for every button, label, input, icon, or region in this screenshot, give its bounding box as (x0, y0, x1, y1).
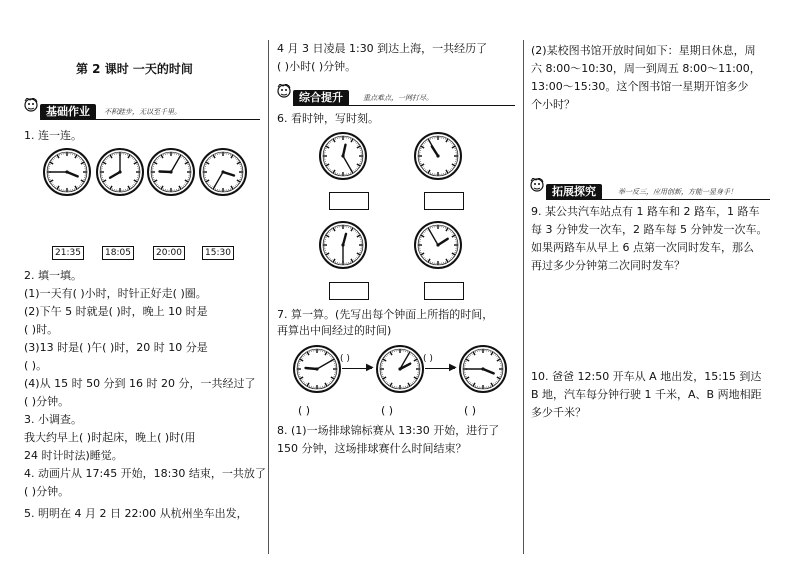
q6-clock (413, 131, 463, 184)
q1-time-card: 18:05 (102, 246, 134, 260)
section-banner-extend (528, 184, 770, 200)
q7-time-blank[interactable]: ( ) (464, 404, 477, 417)
q8-2-line: 个小时？ (531, 98, 575, 111)
q2-line: (4)从 15 时 50 分到 16 时 20 分，一共经过了 (24, 377, 256, 390)
q3-line: 3. 小调查。 (24, 413, 82, 426)
mascot-icon (275, 84, 293, 104)
clock-face (413, 220, 463, 270)
section-banner-combined (275, 90, 515, 106)
q6-title: 6. 看时钟，写时刻。 (277, 112, 379, 125)
q8-line: 150 分钟，这场排球赛什么时间结束？ (277, 442, 467, 455)
q1-clock (95, 147, 145, 200)
q5-line: 5. 明明在 4 月 2 日 22:00 从杭州坐车出发， (24, 507, 248, 520)
q6-clock (318, 220, 368, 273)
section-label: 综合提升 (293, 90, 349, 106)
q5-cont-line: 4 月 3 日凌晨 1:30 到达上海，一共经历了 (277, 42, 488, 55)
q7-interval-blank[interactable]: ( ) (340, 354, 350, 364)
clock-face (198, 147, 248, 197)
q1-time-card: 15:30 (202, 246, 234, 260)
clock-face (318, 220, 368, 270)
hour-hand (306, 368, 317, 369)
q2-line: ( )分钟。 (24, 395, 70, 408)
q2-line: ( )时。 (24, 323, 59, 336)
q1-time-card: 20:00 (153, 246, 185, 260)
q7-time-blank[interactable]: ( ) (298, 404, 311, 417)
mascot-icon (528, 178, 546, 198)
q9-line: 9. 某公共汽车站点有 1 路车和 2 路车，1 路车 (531, 205, 760, 218)
q6-clock (318, 131, 368, 184)
q7-arrow-arrowhead: ▶ (366, 362, 374, 373)
q7-interval-blank[interactable]: ( ) (423, 354, 433, 364)
q6-answer-box[interactable] (424, 192, 464, 210)
q1-title: 1. 连一连。 (24, 129, 82, 142)
q6-answer-box[interactable] (329, 282, 369, 300)
q1-clock (42, 147, 92, 200)
q7-line: 7. 算一算。(先写出每个钟面上所指的时间， (277, 308, 494, 321)
q8-2-line: 13:00～15:30。这个图书馆一星期开馆多少 (531, 80, 749, 93)
clock-face (292, 344, 342, 394)
section-banner-basic (22, 104, 260, 120)
column-divider-right (523, 40, 524, 554)
section-label: 拓展探究 (546, 184, 602, 200)
q8-2-line: 六 8:00～10:30，周一到周五 8:00～11:00， (531, 62, 761, 75)
q5-cont-line: ( )小时( )分钟。 (277, 60, 357, 73)
q6-clock (413, 220, 463, 273)
q7-line: 再算出中间经过的时间) (277, 324, 392, 337)
q10-line: 10. 爸爸 12:50 开车从 A 地出发，15:15 到达 (531, 370, 762, 383)
q4-line: 4. 动画片从 17:45 开始，18:30 结束，一共放了 (24, 467, 266, 480)
q2-line: (3)13 时是( )午( )时，20 时 10 分是 (24, 341, 208, 354)
q8-line: 8. (1)一场排球锦标赛从 13:30 开始，进行了 (277, 424, 500, 437)
clock-face (375, 344, 425, 394)
clock-face (318, 131, 368, 181)
section-motto: 重点难点，一网打尽。 (363, 94, 433, 102)
q2-line: (1)一天有( )小时，时针正好走( )圈。 (24, 287, 207, 300)
q3-line: 我大约早上( )时起床，晚上( )时(用 (24, 431, 196, 444)
q10-line: 多少千米？ (531, 406, 586, 419)
q1-clock (198, 147, 248, 200)
q6-answer-box[interactable] (329, 192, 369, 210)
q9-line: 每 3 分钟发一次车，2 路车每 5 分钟发一次车。 (531, 223, 768, 236)
q7-clock (292, 344, 342, 397)
clock-face (413, 131, 463, 181)
clock-face (146, 147, 196, 197)
q1-clock (146, 147, 196, 200)
q2-title: 2. 填一填。 (24, 269, 82, 282)
hour-hand (160, 171, 171, 172)
column-divider-left (268, 40, 269, 554)
q6-answer-box[interactable] (424, 282, 464, 300)
q4-line: ( )分钟。 (24, 485, 70, 498)
section-motto: 不积跬步，无以至千里。 (104, 108, 181, 116)
q3-line: 24 时计时法)睡觉。 (24, 449, 123, 462)
clock-face (42, 147, 92, 197)
q10-line: B 地，汽车每分钟行驶 1 千米，A、B 两地相距 (531, 388, 762, 401)
q9-line: 再过多少分钟第二次同时发车？ (531, 259, 685, 272)
q8-2-line: (2)某校图书馆开放时间如下：星期日休息，周 (531, 44, 756, 57)
q7-time-blank[interactable]: ( ) (381, 404, 394, 417)
q2-line: (2)下午 5 时就是( )时，晚上 10 时是 (24, 305, 208, 318)
mascot-icon (22, 98, 40, 118)
q1-time-card: 21:35 (52, 246, 84, 260)
section-label: 基础作业 (40, 104, 96, 120)
q2-line: ( )。 (24, 359, 48, 372)
clock-face (95, 147, 145, 197)
section-motto: 举一反三，应用创新，方能一显身手！ (618, 188, 737, 196)
clock-face (458, 344, 508, 394)
q7-arrow-arrowhead: ▶ (449, 362, 457, 373)
q9-line: 如果两路车从早上 6 点第一次同时发车，那么 (531, 241, 754, 254)
q7-clock (458, 344, 508, 397)
lesson-title: 第 2 课时 一天的时间 (76, 62, 193, 76)
q7-clock (375, 344, 425, 397)
